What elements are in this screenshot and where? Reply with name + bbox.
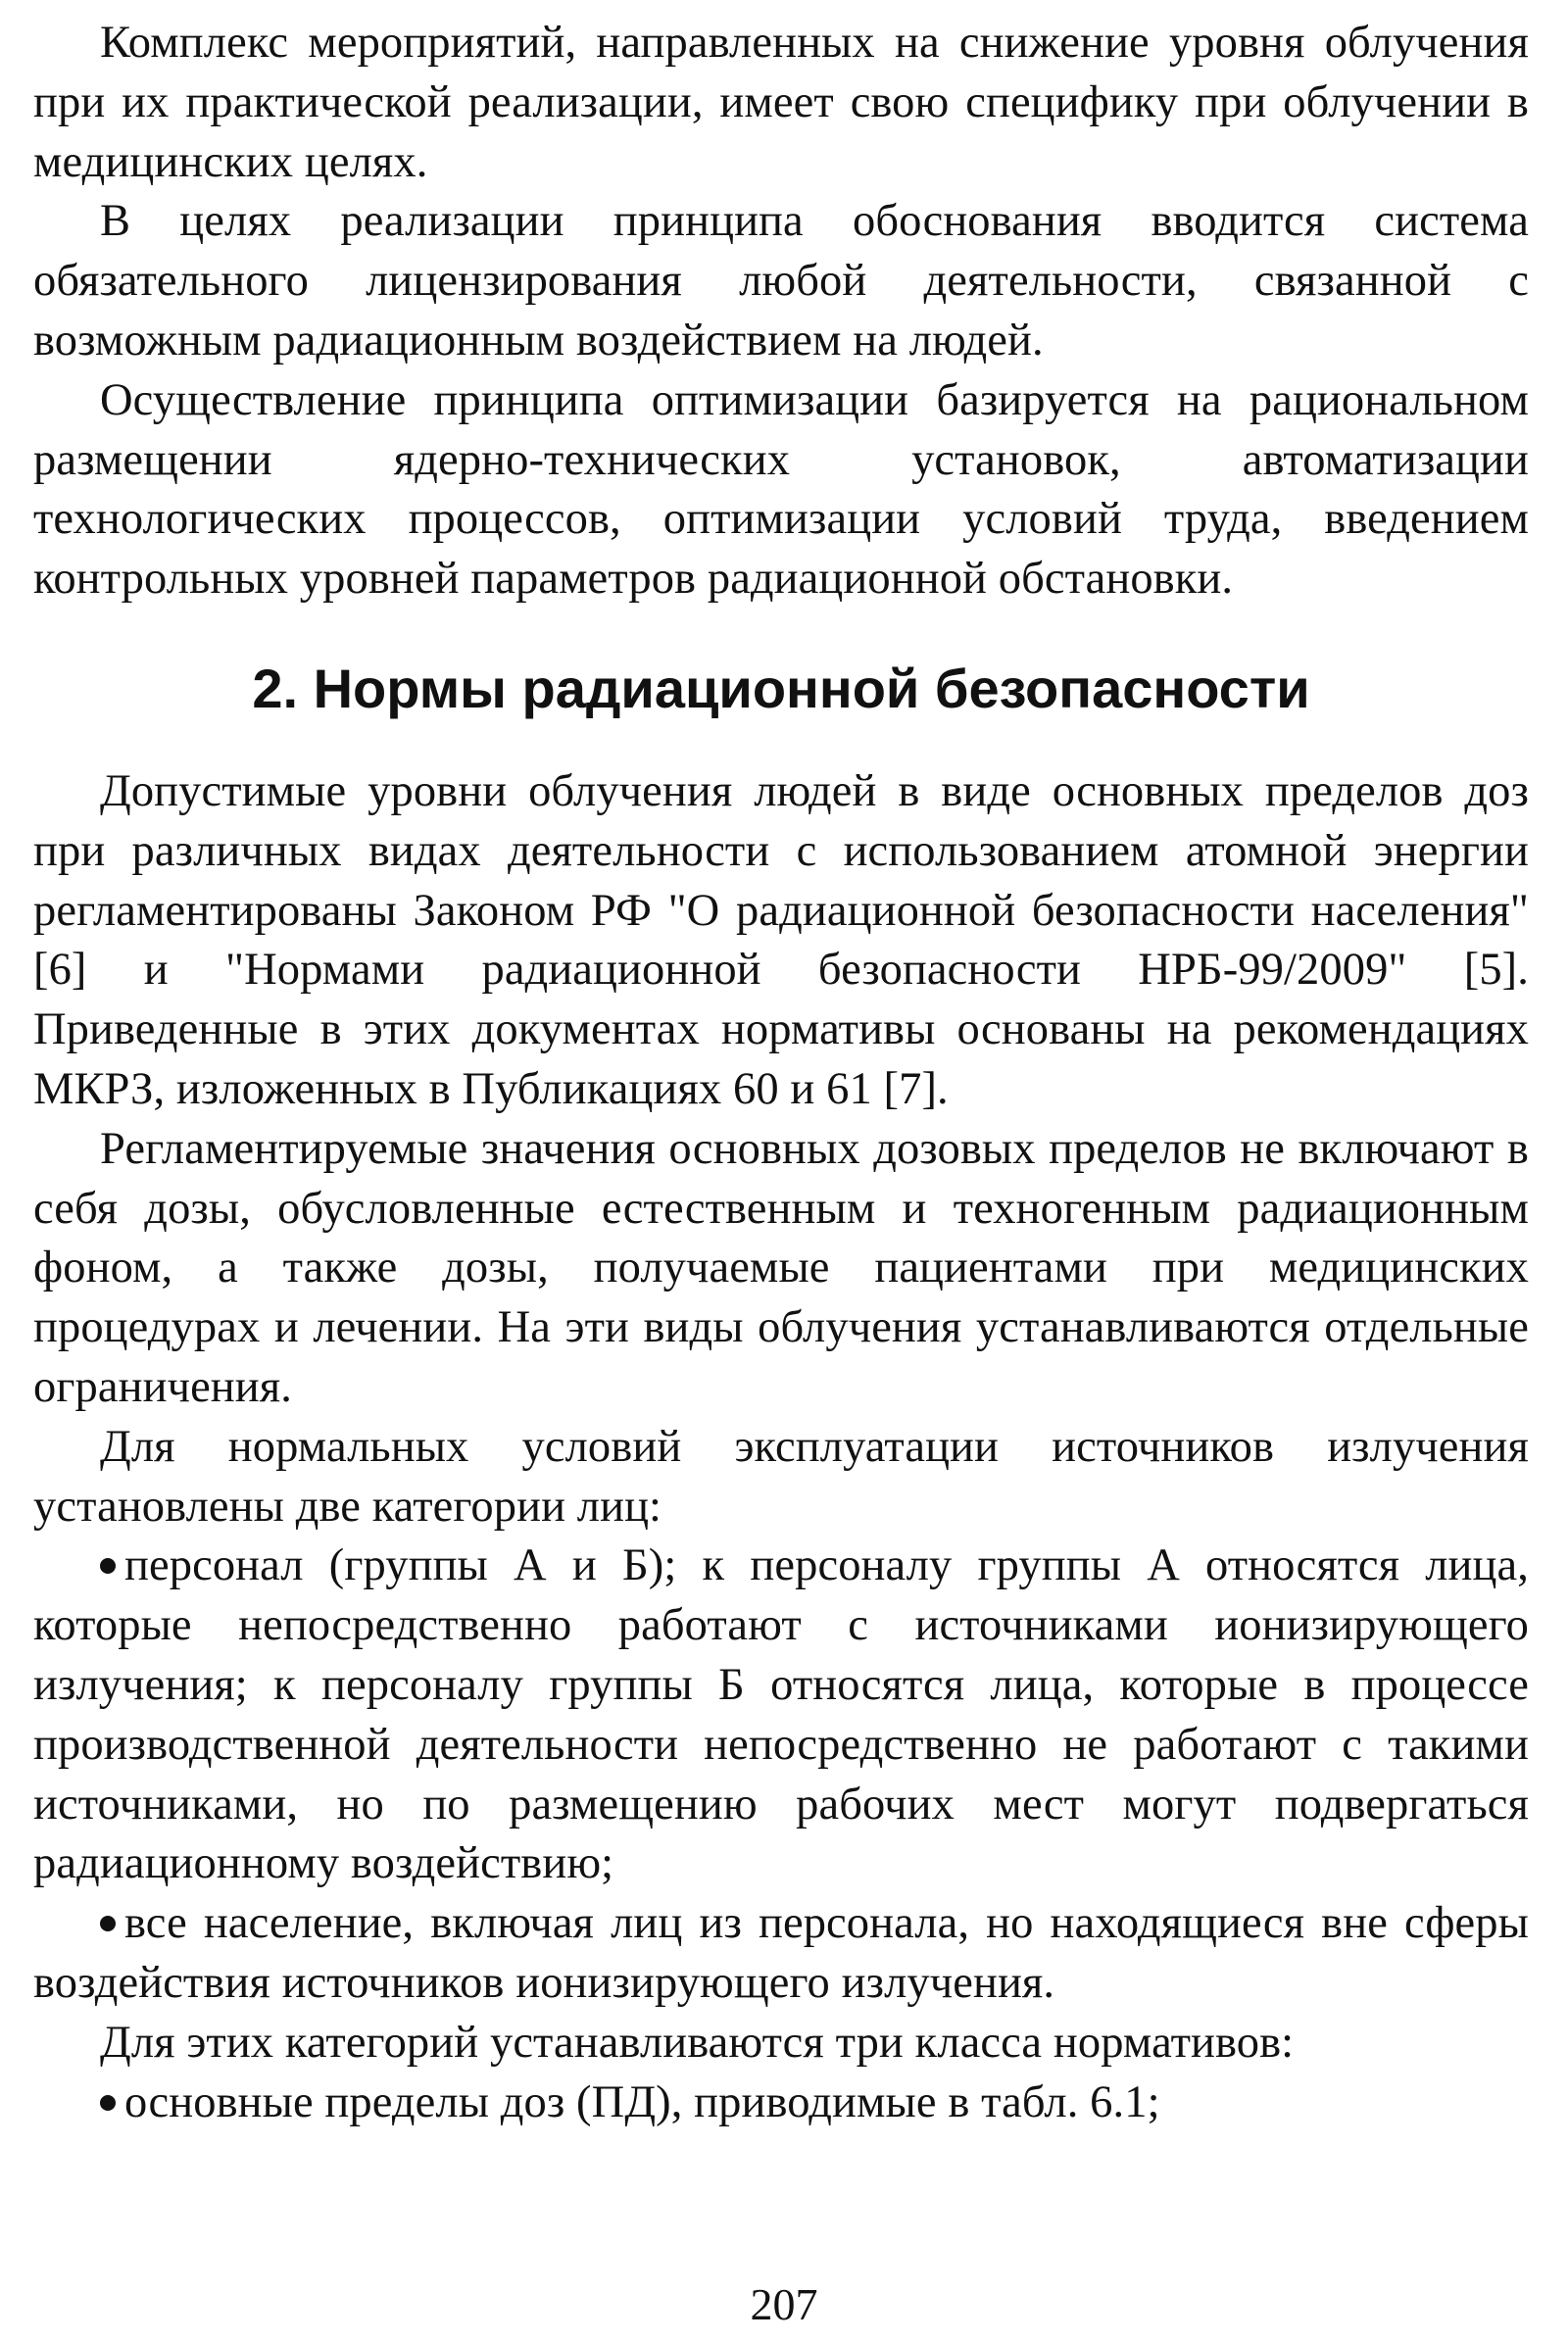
bullet-text: все население, включая лиц из персонала, но находящиеся вне сферы воздействия источников ионизирующего излучения. [33, 1898, 1529, 2008]
bullet-item [33, 1894, 1529, 2014]
body-paragraph: Для нормальных условий эксплуатации источников излучения установлены две категории лиц: [33, 1421, 1529, 1532]
bullet-text: персонал (группы А и Б); к персоналу группы А относятся лица, которые непосредственно работают с источниками ионизирующего излучения; к персоналу группы Б относятся лица, которые в процессе производственной деятельности непосредственно не работают с такими источниками, но по размещению рабочих мест могут подвергаться радиационному воздействию; [33, 1540, 1529, 1889]
body-paragraph: Допустимые уровни облучения людей в виде основных пределов доз при различных видах деятельности с использованием атомной энергии регламентированы Законом РФ "О радиационной безопасности населения" [6] и "Нормами радиационной безопасности НРБ-99/2009" [5]. Приведенные в этих документах нормативы основаны на рекомендациях МКРЗ, изложенных в Публикациях 60 и 61 [7]. [33, 765, 1529, 1114]
classes-intro: Для этих категорий устанавливаются три класса нормативов: [100, 2017, 1295, 2068]
section-heading: 2. Нормы радиационной безопасности [252, 657, 1310, 719]
bullet-icon [100, 1558, 116, 1574]
intro-paragraph: Осуществление принципа оптимизации базируется на рациональном размещении ядерно-технических установок, автоматизации технологических процессов, оптимизации условий труда, введением контрольных уровней параметров радиационной обстановки. [33, 374, 1529, 605]
bullet-item [33, 2074, 1529, 2133]
bullet-icon [100, 1916, 116, 1931]
intro-paragraph: Комплекс мероприятий, направленных на снижение уровня облучения при их практической реализации, имеет свою специфику при облучении в медицинских целях. [33, 18, 1529, 187]
bullet-text: основные пределы доз (ПД), приводимые в табл. 6.1; [124, 2076, 1160, 2127]
page-number: 207 [750, 2279, 818, 2329]
bullet-icon [100, 2095, 116, 2111]
body-paragraph: Регламентируемые значения основных дозовых пределов не включают в себя дозы, обусловленные естественным и техногенным радиационным фоном, а также дозы, получаемые пациентами при медицинских процедурах и лечении. На эти виды облучения устанавливаются отдельные ограничения. [33, 1123, 1529, 1412]
intro-paragraph: В целях реализации принципа обоснования вводится система обязательного лицензирования любой деятельности, связанной с возможным радиационным воздействием на людей. [33, 196, 1529, 366]
bullet-item [33, 1537, 1529, 1894]
